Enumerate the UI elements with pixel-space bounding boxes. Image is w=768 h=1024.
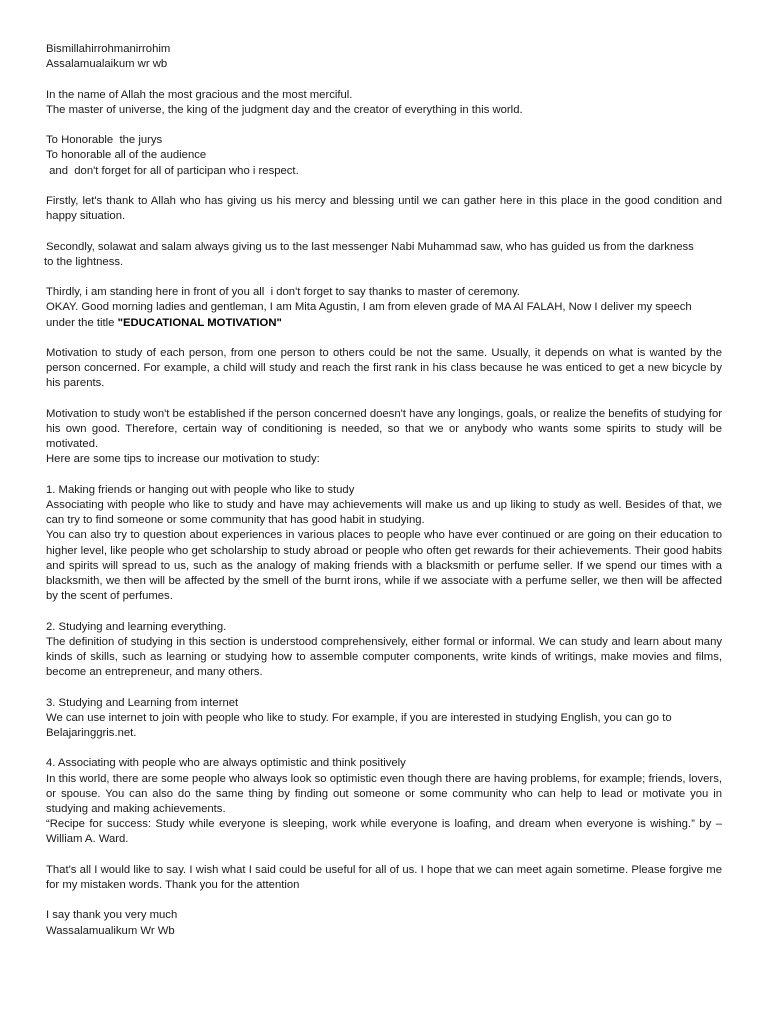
tip-1-heading: 1. Making friends or hanging out with people who like to study (46, 483, 355, 496)
firstly-paragraph: Firstly, let's thank to Allah who has giving us his mercy and blessing until we can gather here in this place in the good condition and happy situation. (46, 194, 722, 223)
praise-line-1: In the name of Allah the most gracious and the most merciful. (46, 88, 353, 101)
motivation-paragraph-1: Motivation to study of each person, from one person to others could be not the same. Usually, it depends on what is wanted by the person concerned. For example, a child will study and reach the first rank in his class because he was enticed to get a new bicycle by his parents. (46, 346, 722, 390)
spacer (46, 331, 722, 346)
success-quote: “Recipe for success: Study while everyone is sleeping, work while everyone is loafing, and dream when everyone is wishing.” by – William A. Ward. (46, 818, 722, 846)
thirdly-line-1: Thirdly, i am standing here in front of you all i don't forget to say thanks to master of ceremony. (46, 286, 520, 299)
spacer (46, 392, 722, 407)
closing-salam: Wassalamualikum Wr Wb (46, 924, 175, 937)
tip-4-heading: 4. Associating with people who are always optimistic and think positively (46, 757, 406, 770)
spacer (46, 224, 722, 239)
respect-participants: and don't forget for all of participan who i respect. (46, 164, 299, 177)
praise-line-2: The master of universe, the king of the judgment day and the creator of everything in this world. (46, 103, 523, 116)
motivation-paragraph-2: Motivation to study won't be established if the person concerned doesn't have any longings, goals, or realize the benefits of studying for his own good. Therefore, certain way of conditioning is needed, so that we or anybody who wants some spirits to study will be motivated. (46, 407, 722, 451)
tip-1-paragraph-1: Associating with people who like to study and have may achievements will make us and up liking to study as well. Besides of that, we can try to find someone or some community that has good habit in studying. (46, 498, 722, 527)
respect-audience: To honorable all of the audience (46, 149, 207, 162)
opening-basmala: Bismillahirrohmanirrohim (46, 43, 171, 55)
secondly-line-1: Secondly, solawat and salam always giving us to the last messenger Nabi Muhammad saw, who has guided us from the darkness (46, 240, 694, 253)
tip-2-heading: 2. Studying and learning everything. (46, 620, 227, 633)
spacer (46, 468, 722, 483)
spacer (46, 270, 722, 285)
speech-intro (46, 300, 722, 330)
spacer (46, 118, 722, 133)
spacer (46, 179, 722, 194)
spacer (46, 893, 722, 908)
secondly-line-2: to the lightness. (44, 255, 124, 268)
spacer (46, 72, 722, 87)
spacer (46, 741, 722, 756)
spacer (46, 848, 722, 863)
tip-3-heading: 3. Studying and Learning from internet (46, 696, 239, 709)
closing-thanks: I say thank you very much (46, 909, 178, 922)
tip-2-paragraph: The definition of studying in this section is understood comprehensively, either formal or informal. We can study and learn about many kinds of skills, such as learning or studying how to assemble computer components, write kinds of writings, make movies and films, become an entrepreneur, and many others. (46, 635, 722, 679)
tip-1-paragraph-2: You can also try to question about experiences in various places to people who have ever continued or are going on their education to higher level, like people who get scholarship to study abroad or people who often get rewards for their achievements. Their good habits and spirits will spread to us, such as the analogy of making friends with a blacksmith or perfume seller. If we spend our times with a blacksmith, we then will be affected by the smell of the burnt irons, while if we associate with a perfume seller, we then will be affected by the scent of perfumes. (46, 529, 722, 603)
tip-3-line-1: We can use internet to join with people who like to study. For example, if you are interested in studying English, you can go to (46, 711, 672, 724)
spacer (46, 680, 722, 695)
opening-greeting: Assalamualaikum wr wb (46, 58, 168, 71)
tips-intro: Here are some tips to increase our motivation to study: (46, 453, 320, 466)
spacer (46, 604, 722, 619)
tip-3-line-2: Belajaringgris.net. (46, 726, 137, 739)
speech-title: "EDUCATIONAL MOTIVATION" (117, 316, 282, 329)
speech-document (46, 42, 722, 939)
tip-4-paragraph: In this world, there are some people who always look so optimistic even though there are having problems, for example; friends, lovers, or spouse. You can also do the same thing by finding out someone or some community who can help to lead or motivate you in studying and making achievements. (46, 772, 722, 815)
speech-intro-text: OKAY. Good morning ladies and gentleman, I am Mita Agustin, I am from eleven grade of MA Al FALAH, Now I deliver my speech under the title (46, 301, 692, 329)
closing-paragraph: That's all I would like to say. I wish what I said could be useful for all of us. I hope that we can meet again sometime. Please forgive me for my mistaken words. Thank you for the attention (46, 863, 722, 891)
respect-jury: To Honorable the jurys (46, 134, 163, 147)
